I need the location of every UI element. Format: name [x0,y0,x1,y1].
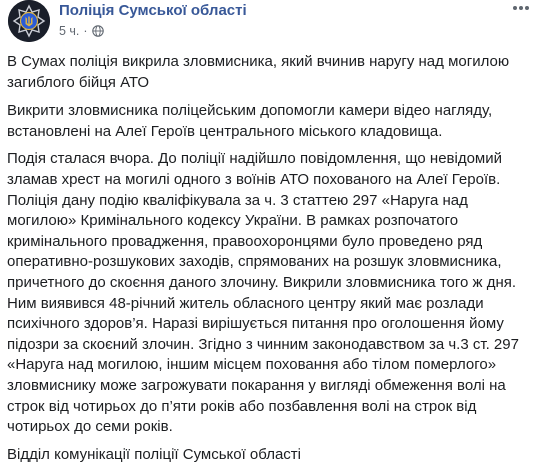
post-header [8,0,533,44]
globe-icon [92,25,104,37]
post-meta [59,24,104,38]
more-options-icon[interactable] [509,0,533,16]
post-text [7,52,535,472]
page-name-link[interactable]: Поліція Сумської області [59,2,247,19]
post-paragraph: Подія сталася вчора. До поліції надійшло повідомлення, що невідомий зламав хрест на могилі одного з воїнів АТО похованого на Алеї Героїв. Поліція дану подію кваліфікувала за ч. 3 статтею 297 «Наруга над могилою» Кримінального кодексу України. В рамках розпочатого кримінального провадження, правоохоронцями було проведено ряд оперативно-розшукових заходів, спрямованих на розшук зловмисника, причетного до скоєння даного злочину. Викрили зловмисника того ж дня. Ним виявився 48-річний житель обласного центру який має розлади психічного здоров’я. Наразі вирішується питання про оголошення йому підозри за скоєний злочин. Згідно з чинним законодавством за ч.3 ст. 297 «Наруга над могилою, іншим місцем поховання або тілом померлого» зловмиснику може загрожувати покарання у вигляді обмеження волі на строк від чотирьох до п’яти років або позбавлення волі на строк від чотирьох до семи років. [7,150,519,436]
post-timestamp[interactable]: 5 ч. [59,24,80,38]
post-headline: В Сумах поліція викрила зловмисника, який вчинив наругу над могилою загиблого бійця АТО [7,53,510,91]
post-signature: Відділ комунікації поліції Сумської області [7,445,301,463]
police-badge-icon [8,0,50,42]
page-avatar[interactable] [8,0,50,42]
meta-separator: · [83,24,88,38]
post-paragraph: Викрити зловмисника поліцейським допомогли камери відео нагляду, встановлені на Алеї Героїв центрального міського кладовища. [7,102,493,140]
